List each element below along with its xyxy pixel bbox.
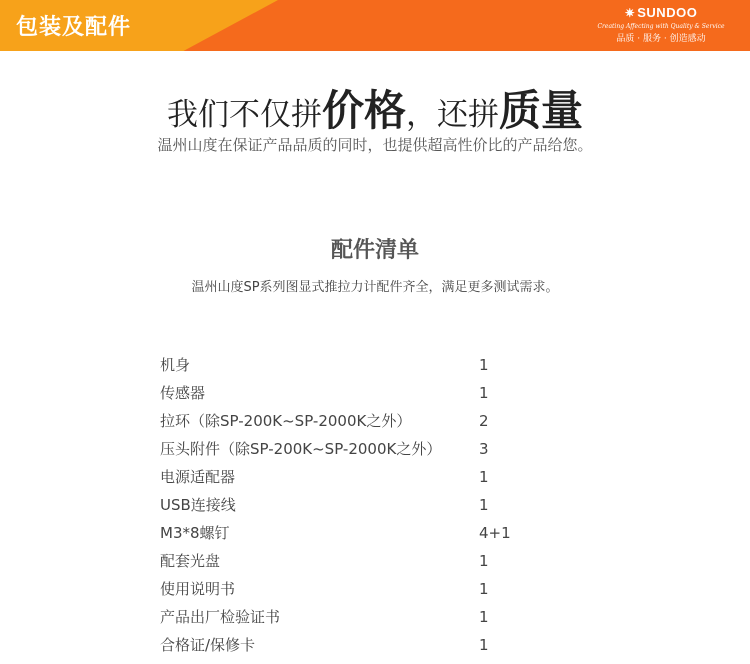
list-item — [160, 547, 580, 575]
headline-part3: ，还拼 — [406, 97, 499, 133]
list-item — [160, 463, 580, 491]
list-item — [160, 631, 580, 659]
sundoo-logo — [596, 5, 726, 44]
item-qty: 2 — [479, 412, 489, 430]
list-item — [160, 435, 580, 463]
item-name: 电源适配器 — [160, 468, 236, 486]
accessories-subtitle: 温州山度SP系列图显式推拉力计配件齐全，满足更多测试需求。 — [191, 280, 559, 295]
accessories-title: 配件清单 — [330, 238, 419, 263]
logo-brand-text: SUNDOO — [637, 5, 698, 20]
item-name: 拉环（除SP-200K~SP-2000K之外） — [160, 412, 412, 430]
item-name: 配套光盘 — [160, 552, 221, 570]
header-title: 包装及配件 — [16, 15, 132, 40]
list-item — [160, 491, 580, 519]
item-qty: 1 — [479, 384, 489, 402]
logo-cn-tagline: 品质 · 服务 · 创造感动 — [616, 34, 706, 44]
item-name: USB连接线 — [160, 496, 236, 514]
headline-part2: 价格 — [321, 86, 406, 135]
item-qty: 1 — [479, 636, 489, 654]
accessory-list — [160, 351, 580, 659]
item-name: 产品出厂检验证书 — [160, 608, 281, 626]
item-qty: 1 — [479, 356, 489, 374]
list-item — [160, 351, 580, 379]
headline-part4: 质量 — [499, 86, 584, 135]
item-name: 机身 — [160, 356, 191, 374]
section-header — [0, 0, 750, 51]
item-name: 合格证/保修卡 — [160, 636, 256, 654]
headline-part1: 我们不仅拼 — [166, 97, 322, 133]
item-qty: 1 — [479, 468, 489, 486]
list-item — [160, 407, 580, 435]
list-item — [160, 575, 580, 603]
logo-slogan: Creating Affecting with Quality & Service — [597, 23, 725, 30]
list-item — [160, 519, 580, 547]
item-qty: 4+1 — [479, 524, 511, 542]
logo-brand — [596, 5, 726, 20]
item-name: 使用说明书 — [160, 580, 236, 598]
item-name: 压头附件（除SP-200K~SP-2000K之外） — [160, 440, 442, 458]
list-item — [160, 603, 580, 631]
item-qty: 1 — [479, 608, 489, 626]
item-name: 传感器 — [160, 384, 206, 402]
star-icon: ✷ — [624, 6, 636, 20]
item-qty: 1 — [479, 580, 489, 598]
item-qty: 3 — [479, 440, 489, 458]
item-qty: 1 — [479, 496, 489, 514]
headline-subtitle: 温州山度在保证产品品质的同时，也提供超高性价比的产品给您。 — [157, 136, 593, 154]
item-name: M3*8螺钉 — [160, 524, 230, 542]
headline — [0, 78, 750, 138]
list-item — [160, 379, 580, 407]
item-qty: 1 — [479, 552, 489, 570]
